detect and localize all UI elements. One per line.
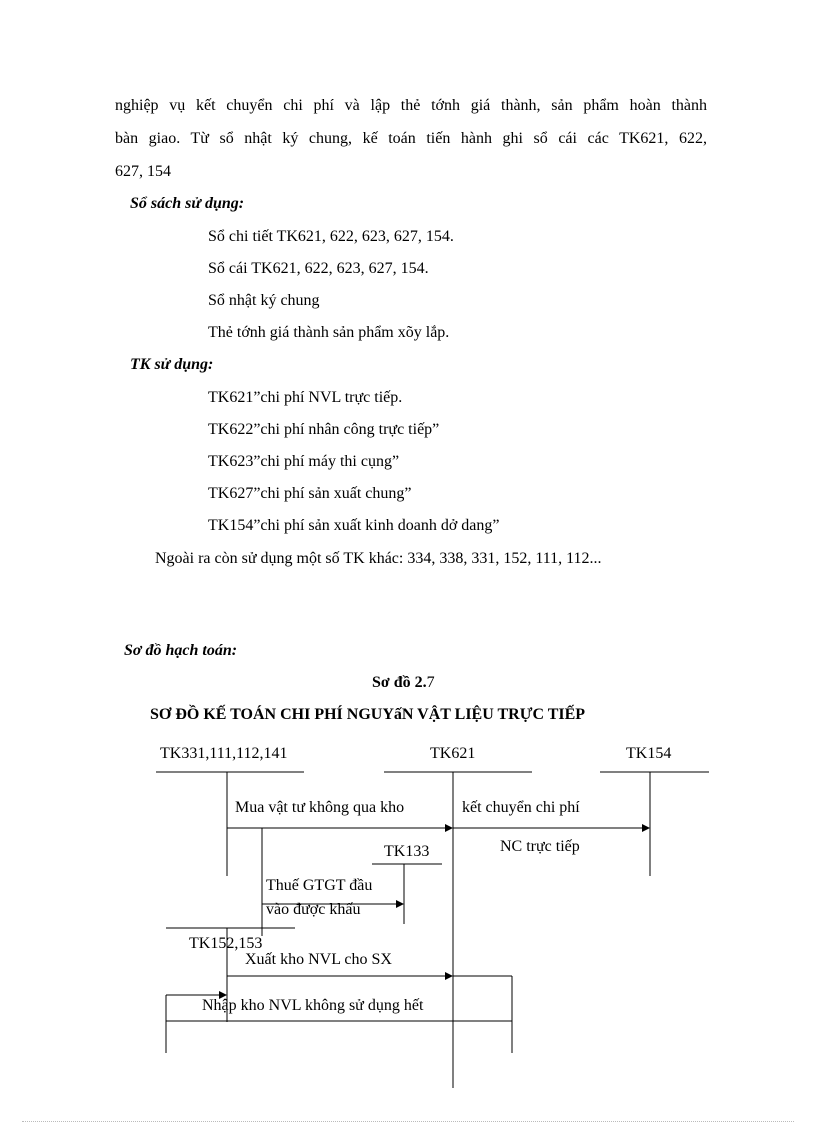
tk133-label: TK133 <box>384 843 430 860</box>
accounts-item-154: TK154”chi phí sản xuất kinh doanh dở dang” <box>208 517 500 534</box>
diagram-number-value: 2. <box>414 674 427 691</box>
tk154-label: TK154 <box>626 745 672 762</box>
books-item-3: Sổ nhật ký chung <box>208 292 320 309</box>
return-label: Nhập kho NVL không sử dụng hết <box>202 997 424 1014</box>
transfer-label: kết chuyển chi phí <box>462 799 580 816</box>
diagram-number-suffix: 7 <box>426 674 435 691</box>
books-item-2: Sổ cái TK621, 622, 623, 627, 154. <box>208 260 429 277</box>
accounts-other: Ngoài ra còn sử dụng một số TK khác: 334, 338, 331, 152, 111, 112... <box>155 550 602 567</box>
diagram-title: SƠ ĐỒ KẾ TOÁN CHI PHÍ NGUYấN VẬT LIỆU TRỰC TIẾP <box>150 706 586 723</box>
transfer-label-2: NC trực tiếp <box>500 838 580 855</box>
issue-label: Xuất kho NVL cho SX <box>245 951 392 968</box>
vat-label-2: vào được khấu <box>266 901 361 918</box>
accounts-item-623: TK623”chi phí máy thi cụng” <box>208 453 400 470</box>
books-item-4: Thẻ tớnh giá thành sản phẩm xõy lắp. <box>208 324 450 341</box>
intro-line-2: bàn giao. Từ sổ nhật ký chung, kế toán tiến hành ghi sổ cái các TK621, 622, <box>115 130 707 147</box>
tk152-label: TK152,153 <box>189 935 263 952</box>
books-heading: Sổ sách sử dụng: <box>130 195 245 212</box>
intro-line-3: 627, 154 <box>115 163 171 180</box>
accounts-item-627: TK627”chi phí sản xuất chung” <box>208 485 412 502</box>
vat-label-1: Thuế GTGT đầu <box>266 877 373 894</box>
accounts-item-621: TK621”chi phí NVL trực tiếp. <box>208 389 403 406</box>
diagram-section-heading: Sơ đồ hạch toán: <box>124 642 238 659</box>
intro-line-1: nghiệp vụ kết chuyển chi phí và lập thẻ tớnh giá thành, sản phẩm hoàn thành <box>115 97 707 114</box>
diagram-number-label: Sơ đồ <box>372 674 411 691</box>
tk331-label: TK331,111,112,141 <box>160 745 288 762</box>
accounts-item-622: TK622”chi phí nhân công trực tiếp” <box>208 421 440 438</box>
purchase-label: Mua vật tư không qua kho <box>235 799 405 816</box>
page-bottom-rule <box>22 1121 794 1122</box>
books-item-1: Sổ chi tiết TK621, 622, 623, 627, 154. <box>208 228 454 245</box>
tk621-label: TK621 <box>430 745 476 762</box>
accounts-heading: TK sử dụng: <box>130 356 214 373</box>
